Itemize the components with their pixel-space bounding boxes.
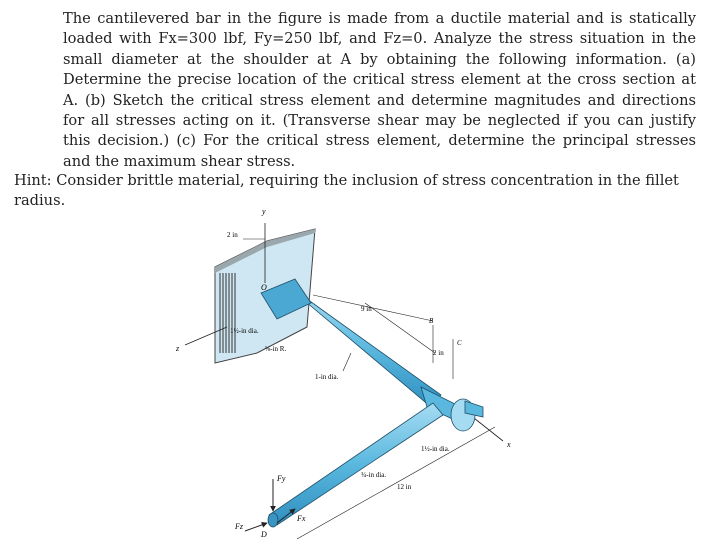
svg-text:Fx: Fx (297, 514, 306, 523)
svg-text:Fz: Fz (235, 522, 243, 531)
dia-1in-label: 1-in dia. (315, 373, 339, 381)
svg-text:y: y (262, 207, 266, 216)
svg-text:12 in: 12 in (397, 483, 412, 491)
svg-text:x: x (507, 440, 511, 449)
dia-large-label: 1½-in dia. (230, 327, 259, 335)
dia-right-label: 1½-in dia. (421, 445, 450, 453)
cantilever-bar-figure (165, 203, 545, 549)
svg-text:z: z (176, 344, 180, 353)
dim-9in (313, 295, 435, 353)
fillet-radius-label: ⅛-in R. (265, 345, 287, 353)
lower-arm (268, 403, 443, 527)
point-o-label: O (261, 283, 267, 292)
svg-text:2 in: 2 in (433, 349, 444, 357)
point-d-label: D (261, 530, 267, 539)
svg-text:B: B (429, 317, 434, 325)
dim-2in-right (429, 317, 462, 379)
main-shaft (261, 279, 441, 407)
svg-text:2 in: 2 in (227, 231, 238, 239)
dia-small-label: ¾-in dia. (361, 471, 387, 479)
svg-text:Fy: Fy (277, 474, 286, 483)
problem-statement: The cantilevered bar in the figure is made from a ductile material and is statically loaded with Fx=300 lbf, Fy=250 lbf, and Fz=0. Analyze the stress situation in the small diameter at the shoulder at A by obtaining the following information. (a) Determine the precise location of the critical stress element at the cross section at A. (b) Sketch the critical stress element and determine magnitudes and directions for all stresses acting on it. (Transverse shear may be neglected if you can justify this decision.) (c) For the critical stress element, determine the principal stresses and the maximum shear stress. (63, 10, 696, 170)
hint-text: Hint: Consider brittle material, requiring the inclusion of stress concentration in the fillet radius. (14, 172, 679, 209)
svg-text:9 in: 9 in (361, 305, 372, 313)
svg-text:C: C (457, 339, 462, 347)
dim-2in-top (227, 231, 265, 239)
